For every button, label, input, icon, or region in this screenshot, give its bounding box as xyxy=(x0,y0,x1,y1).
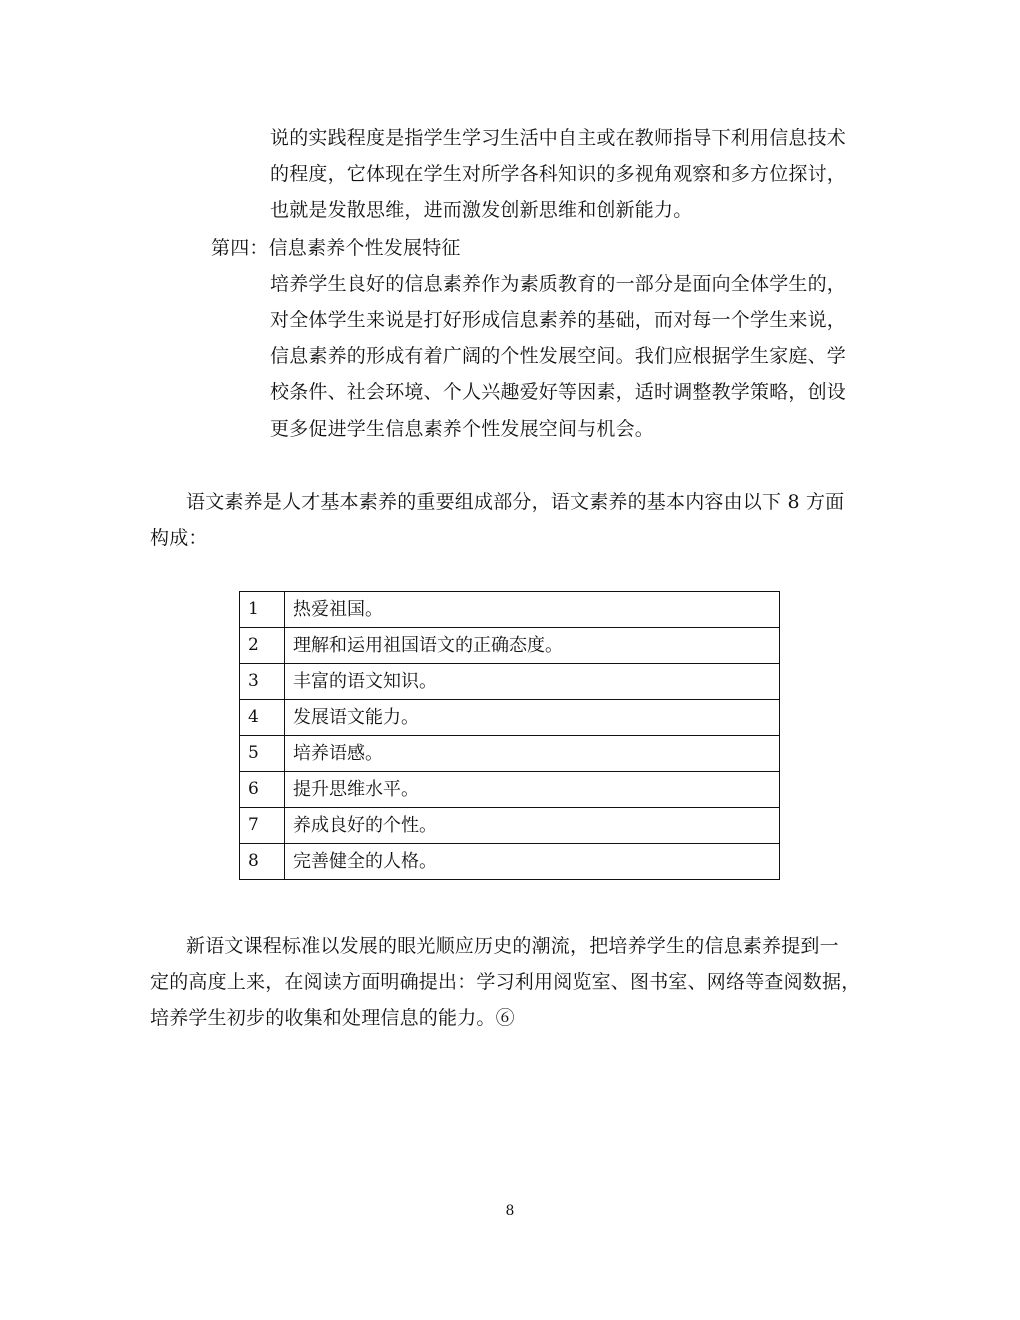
paragraph-line: 信息素养的形成有着广阔的个性发展空间。我们应根据学生家庭、学 xyxy=(270,345,847,367)
paragraph-line: 也就是发散思维，进而激发创新思维和创新能力。 xyxy=(270,199,693,221)
paragraph-line: 说的实践程度是指学生学习生活中自主或在教师指导下利用信息技术 xyxy=(270,127,847,149)
row-number: 5 xyxy=(240,736,285,772)
row-number: 7 xyxy=(240,808,285,844)
paragraph-line: 更多促进学生信息素养个性发展空间与机会。 xyxy=(270,418,655,440)
page-number: 8 xyxy=(505,1203,515,1219)
table-row xyxy=(240,664,780,700)
paragraph-line: 对全体学生来说是打好形成信息素养的基础，而对每一个学生来说， xyxy=(270,309,847,331)
row-number: 2 xyxy=(240,628,285,664)
row-text: 养成良好的个性。 xyxy=(285,808,780,844)
paragraph-line: 新语文课程标准以发展的眼光顺应历史的潮流，把培养学生的信息素养提到一 xyxy=(186,935,839,957)
literacy-components-table xyxy=(239,591,780,880)
paragraph-line: 校条件、社会环境、个人兴趣爱好等因素，适时调整教学策略，创设 xyxy=(270,381,847,403)
row-number: 8 xyxy=(240,844,285,880)
paragraph-line: 培养学生良好的信息素养作为素质教育的一部分是面向全体学生的， xyxy=(270,273,847,295)
paragraph-line: 的程度，它体现在学生对所学各科知识的多视角观察和多方位探讨， xyxy=(270,163,847,185)
row-text: 理解和运用祖国语文的正确态度。 xyxy=(285,628,780,664)
row-text: 热爱祖国。 xyxy=(285,592,780,628)
table-row xyxy=(240,592,780,628)
table-row xyxy=(240,628,780,664)
section-heading-fourth: 第四：信息素养个性发展特征 xyxy=(211,237,461,259)
row-number: 1 xyxy=(240,592,285,628)
row-text: 丰富的语文知识。 xyxy=(285,664,780,700)
table-row xyxy=(240,772,780,808)
table-row xyxy=(240,700,780,736)
paragraph-line: 语文素养是人才基本素养的重要组成部分，语文素养的基本内容由以下 8 方面 xyxy=(186,491,845,513)
paragraph-line: 构成： xyxy=(150,527,208,549)
row-number: 4 xyxy=(240,700,285,736)
table-row xyxy=(240,808,780,844)
table-row xyxy=(240,736,780,772)
paragraph-line: 定的高度上来，在阅读方面明确提出：学习利用阅览室、图书室、网络等查阅数据， xyxy=(150,971,861,993)
row-text: 完善健全的人格。 xyxy=(285,844,780,880)
row-number: 3 xyxy=(240,664,285,700)
table-row xyxy=(240,844,780,880)
row-number: 6 xyxy=(240,772,285,808)
paragraph-line: 培养学生初步的收集和处理信息的能力。⑥ xyxy=(150,1007,515,1029)
row-text: 培养语感。 xyxy=(285,736,780,772)
row-text: 发展语文能力。 xyxy=(285,700,780,736)
row-text: 提升思维水平。 xyxy=(285,772,780,808)
